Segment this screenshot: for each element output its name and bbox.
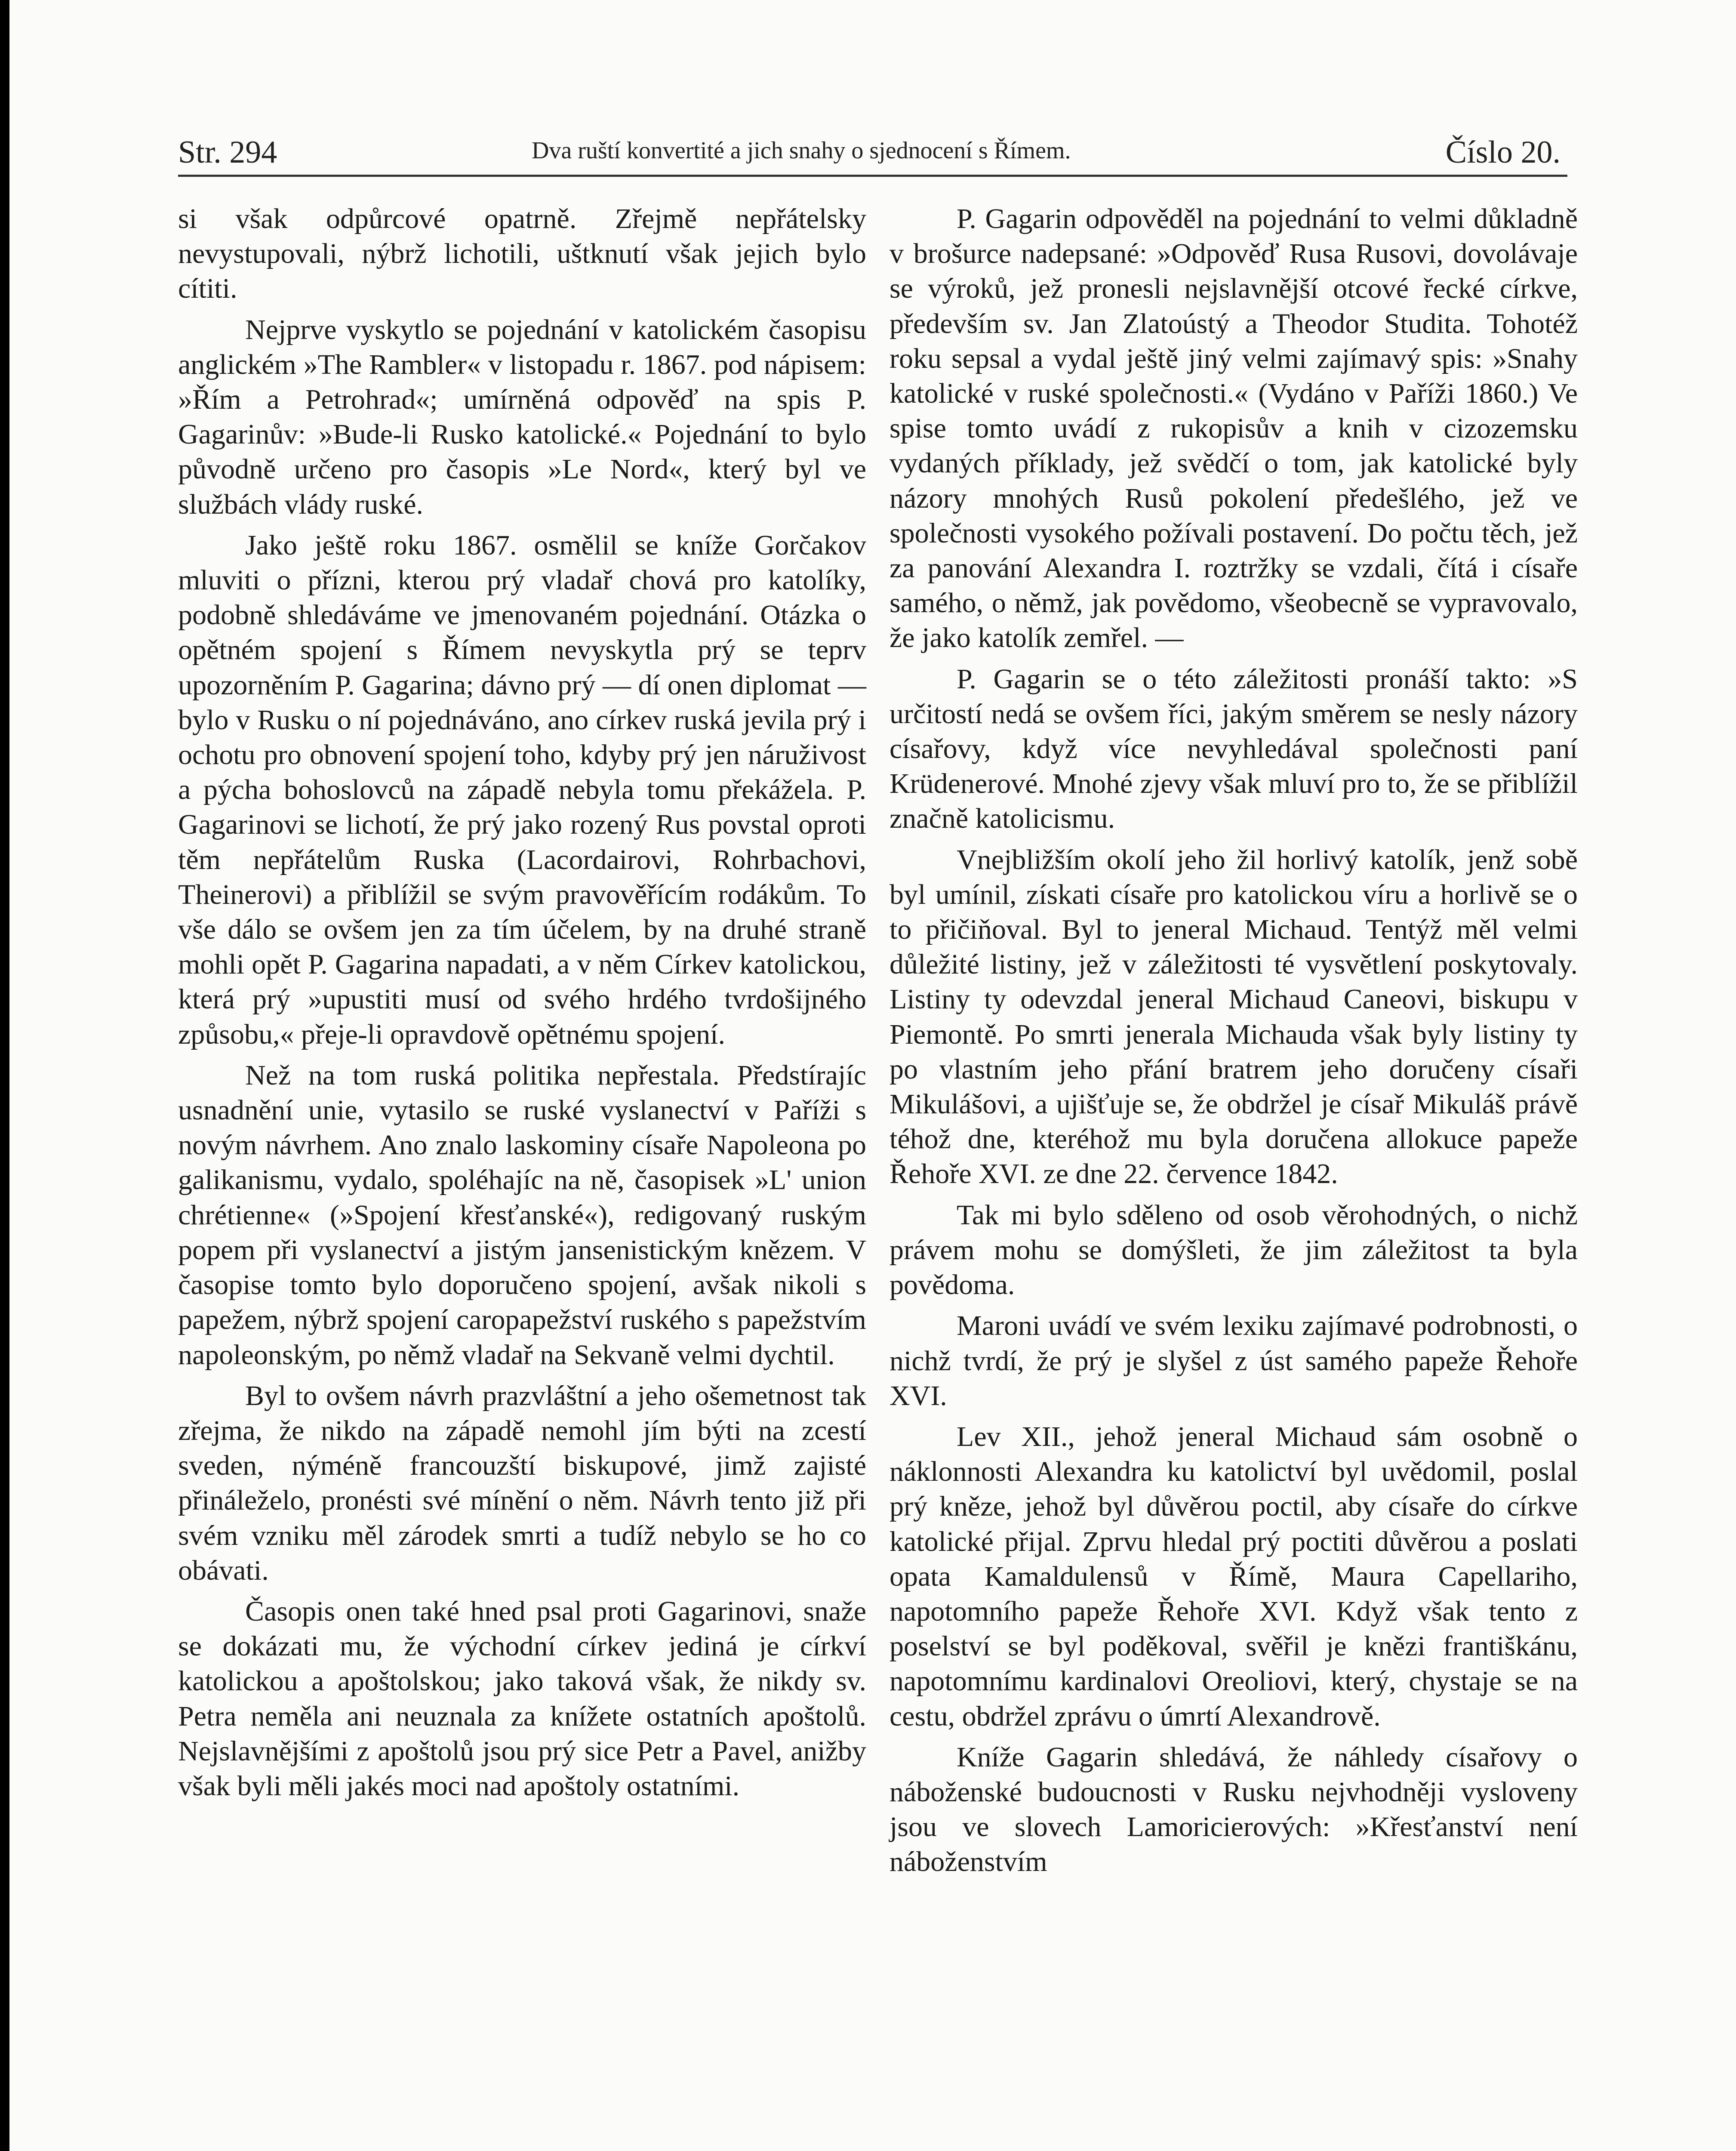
paragraph: Lev XII., jehož jeneral Michaud sám osobně o náklonnosti Alexandra ku katolictví byl uvědomil, poslal prý kněze, jehož byl důvěrou poctil, aby císaře do církve katolické přijal. Zprvu hledal prý poctiti důvěrou a poslati opata Kamaldulensů v Římě, Maura Capellariho, napotomního papeže Řehoře XVI. Když však tento z poselství se byl poděkoval, svěřil je knězi františkánu, napotomnímu kardinalovi Oreoliovi, který, chystaje se na cestu, obdržel zprávu o úmrtí Alexandrově. xyxy=(890,1421,1578,1732)
paragraph: si však odpůrcové opatrně. Zřejmě nepřátelsky nevystupovali, nýbrž lichotili, uštknutí však jejich bylo cítiti. xyxy=(178,203,866,305)
paragraph: Časopis onen také hned psal proti Gagarinovi, snaže se dokázati mu, že východní církev jediná je církví katolickou a apoštolskou; jako taková však, že nikdy sv. Petra neměla ani neuznala za knížete ostatních apoštolů. Nejslavnějšími z apoštolů jsou prý sice Petr a Pavel, anižby však byli měli jakés moci nad apoštoly ostatními. xyxy=(178,1595,866,1802)
paragraph: Jako ještě roku 1867. osmělil se kníže Gorčakov mluviti o přízni, kterou prý vladař chová pro katolíky, podobně shledáváme ve jmenovaném pojednání. Otázka o opětném spojení s Římem nevyskytla prý se teprv upozorněním P. Gagarina; dávno prý — dí onen diplomat — bylo v Rusku o ní pojednáváno, ano církev ruská jevila prý i ochotu pro obnovení spojení toho, kdyby prý jen náruživost a pýcha bohoslovců na západě nebyla tomu překážela. P. Gagarinovi se lichotí, že prý jako rozený Rus povstal oproti těm nepřátelům Ruska (Lacordairovi, Rohrbachovi, Theinerovi) a přiblížil se svým pravověřícím rodákům. To vše dálo se ovšem jen za tím účelem, by na druhé straně mohli opět P. Gagarina napadati, a v něm Církev katolickou, která prý »upustiti musí od svého hrdého tvrdošijného způsobu,« přeje-li opravdově opětnému spojení. xyxy=(178,529,866,1050)
paragraph: Než na tom ruská politika nepřestala. Předstírajíc usnadnění unie, vytasilo se ruské vyslanectví v Paříži s novým návrhem. Ano znalo laskominy císaře Napoleona po galikanismu, vydalo, spoléhajíc na ně, časopisek »L' union chrétienne« (»Spojení křesťanské«), redigovaný ruským popem při vyslanectví a jistým jansenistickým knězem. V časopise tomto bylo doporučeno spojení, avšak nikoli s papežem, nýbrž spojení caropapežství ruského s papežstvím napoleonským, po němž vladař na Sekvaně velmi dychtil. xyxy=(178,1059,866,1371)
right-column xyxy=(890,201,1578,1880)
paragraph: P. Gagarin odpověděl na pojednání to velmi důkladně v brošurce nadepsané: »Odpověď Rusa Rusovi, dovolávaje se výroků, jež pronesli nejslavnější otcové řecké církve, především sv. Jan Zlatoústý a Theodor Studita. Tohotéž roku sepsal a vydal ještě jiný velmi zajímavý spis: »Snahy katolické v ruské společnosti.« (Vydáno v Paříži 1860.) Ve spise tomto uvádí z rukopisův a knih v cizozemsku vydaných příklady, jež svědčí o tom, jak katolické byly názory mnohých Rusů pokolení předešlého, jež ve společnosti vysokého požívali postavení. Do počtu těch, jež za panování Alexandra I. roztržky se vzdali, čítá i císaře samého, o němž, jak povědomo, všeobecně se vypravovalo, že jako katolík zemřel. — xyxy=(890,203,1578,654)
paragraph: Byl to ovšem návrh prazvláštní a jeho ošemetnost tak zřejma, že nikdo na západě nemohl jím býti na zcestí sveden, nýméně francouzští biskupové, jimž zajisté přináleželo, pronésti své mínění o něm. Návrh tento již při svém vzniku měl zárodek smrti a tudíž nebylo se ho co obávati. xyxy=(178,1380,866,1586)
issue-number: Číslo 20. xyxy=(1445,135,1561,170)
running-title: Dva ruští konvertité a jich snahy o sjednocení s Římem. xyxy=(532,137,1071,164)
paragraph: Tak mi bylo sděleno od osob věrohodných, o nichž právem mohu se domýšleti, že jim záležitost ta byla povědoma. xyxy=(890,1199,1578,1301)
paragraph: Maroni uvádí ve svém lexiku zajímavé podrobnosti, o nichž tvrdí, že prý je slyšel z úst samého papeže Řehoře XVI. xyxy=(890,1310,1578,1411)
left-column xyxy=(178,201,866,1803)
paragraph: Nejprve vyskytlo se pojednání v katolickém časopisu anglickém »The Rambler« v listopadu r. 1867. pod nápisem: »Řím a Petrohrad«; umírněná odpověď na spis P. Gagarinův: »Bude-li Rusko katolické.« Pojednání to bylo původně určeno pro časopis »Le Nord«, který byl ve službách vlády ruské. xyxy=(178,314,866,520)
header-rule xyxy=(178,175,1567,177)
paragraph: Vnejbližším okolí jeho žil horlivý katolík, jenž sobě byl umínil, získati císaře pro katolickou víru a horlivě se o to přičiňoval. Byl to jeneral Michaud. Tentýž měl velmi důležité listiny, jež v záležitosti té vysvětlení poskytovaly. Listiny ty odevzdal jeneral Michaud Caneovi, biskupu v Piemontě. Po smrti jenerala Michauda však byly listiny ty po vlastním jeho přání bratrem jeho doručeny císaři Mikulášovi, a ujišťuje se, že obdržel je císař Mikuláš právě téhož dne, kteréhož mu byla doručena allokuce papeže Řehoře XVI. ze dne 22. července 1842. xyxy=(890,844,1578,1190)
paragraph: P. Gagarin se o této záležitosti pronáší takto: »S určitostí nedá se ovšem říci, jakým směrem se nesly názory císařovy, když více nevyhledával společnosti paní Krüdenerové. Mnohé zjevy však mluví pro to, že se přiblížil značně katolicismu. xyxy=(890,663,1578,835)
page-number: Str. 294 xyxy=(178,135,277,170)
document-page xyxy=(9,0,1736,2151)
paragraph: Kníže Gagarin shledává, že náhledy císařovy o náboženské budoucnosti v Rusku nejvhodněji vysloveny jsou ve slovech Lamoricierových: »Křesťanství není náboženstvím xyxy=(890,1741,1578,1878)
